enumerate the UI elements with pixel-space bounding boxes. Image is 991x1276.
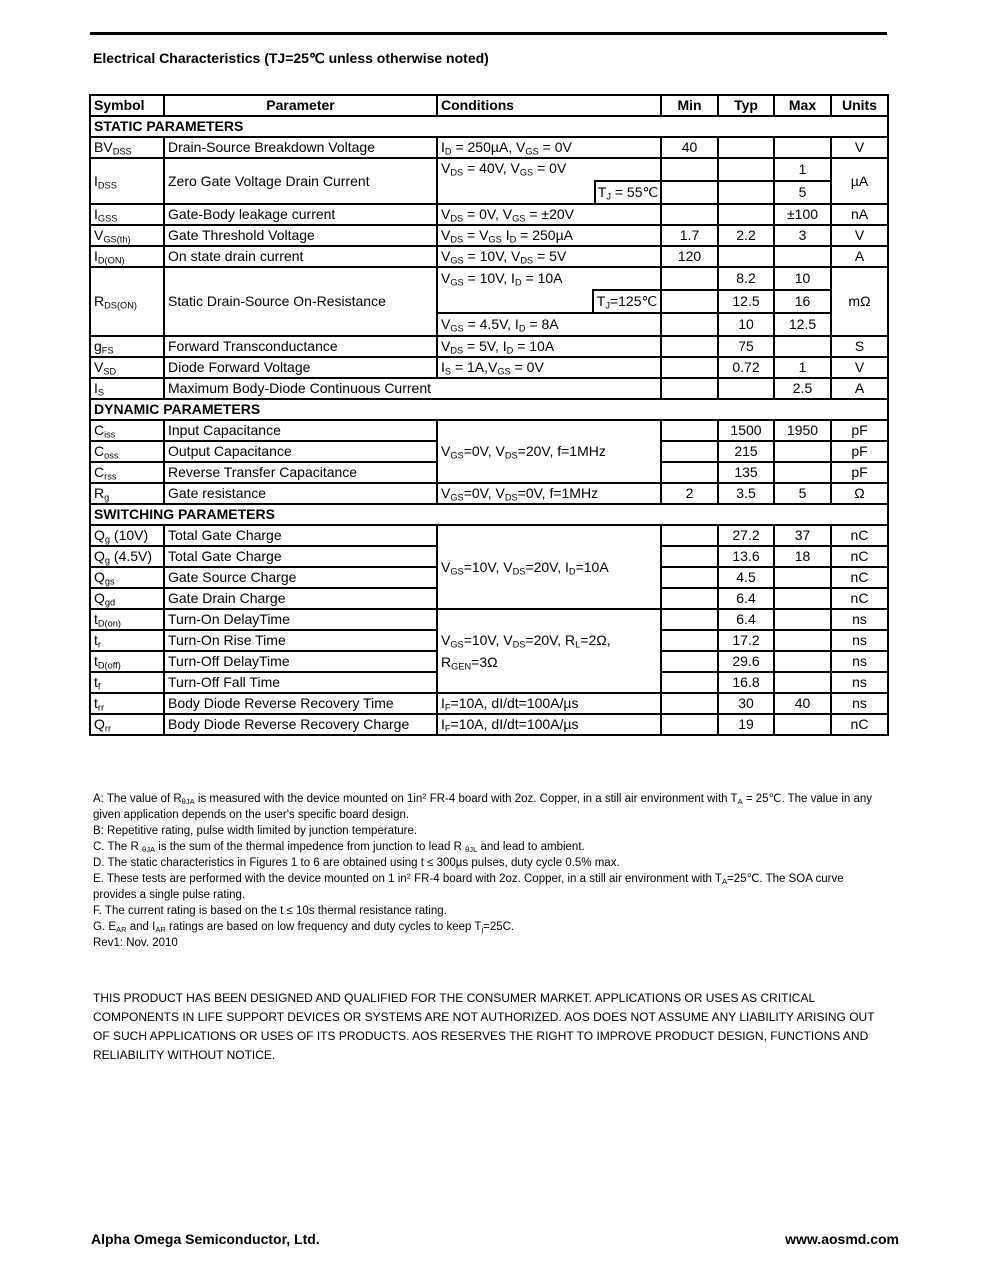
footnote: F. The current rating is based on the t ≤ 10s thermal resistance rating. bbox=[93, 905, 447, 917]
units-cell: nC bbox=[831, 546, 888, 567]
min-cell bbox=[661, 158, 718, 204]
top-rule bbox=[90, 32, 887, 35]
max-cell bbox=[774, 630, 831, 651]
min-cell bbox=[661, 378, 718, 399]
typ-cell: 3.5 bbox=[718, 483, 774, 504]
typ-cell: 16.8 bbox=[718, 672, 774, 693]
symbol-cell: $R_{DS(ON)}$ bbox=[90, 267, 164, 336]
section-label: STATIC PARAMETERS bbox=[90, 116, 888, 137]
parameter-cell: Total Gate Charge bbox=[164, 525, 437, 546]
parameter-cell: Diode Forward Voltage bbox=[164, 357, 437, 378]
col-header-units: Units bbox=[831, 95, 888, 116]
col-header-symbol: Symbol bbox=[90, 95, 164, 116]
section-row-dynamic bbox=[90, 399, 888, 420]
max-value: 10 bbox=[794, 270, 811, 286]
footnote: D. The static characteristics in Figures 1 to 6 are obtained using t ≤ 300µs pulses, duty cycle 0.5% max. bbox=[93, 857, 620, 869]
conditions-cell: $V_{GS}=0V$, $V_{DS}=20V$, f=1MHz bbox=[437, 420, 661, 483]
max-cell bbox=[774, 609, 831, 630]
conditions-text: $V_{DS} = 40V$, $V_{GS} = 0V$ bbox=[441, 160, 567, 178]
footer-website: www.aosmd.com bbox=[785, 1231, 899, 1247]
max-cell: ±100 bbox=[774, 204, 831, 225]
symbol-cell: $I_S$ bbox=[90, 378, 164, 399]
typ-cell: 0.72 bbox=[718, 357, 774, 378]
min-cell bbox=[661, 525, 718, 546]
max-cell bbox=[774, 588, 831, 609]
parameter-cell: Maximum Body-Diode Continuous Current bbox=[164, 378, 661, 399]
max-cell bbox=[774, 158, 831, 204]
max-cell bbox=[774, 267, 831, 336]
typ-cell: 2.2 bbox=[718, 225, 774, 246]
conditions-cell: $I_S = 1A,V_{GS} = 0V$ bbox=[437, 357, 661, 378]
conditions-cell: $I_D = 250\mu A$, $V_{GS} = 0V$ bbox=[437, 137, 661, 158]
parameter-cell: Input Capacitance bbox=[164, 420, 437, 441]
temperature-condition: $T_J$ = 55℃ bbox=[594, 180, 660, 203]
min-cell bbox=[661, 267, 718, 336]
typ-value: 12.5 bbox=[719, 289, 773, 312]
conditions-cell bbox=[437, 158, 661, 204]
units-cell: nA bbox=[831, 204, 888, 225]
symbol-cell: $C_{rss}$ bbox=[90, 462, 164, 483]
typ-cell bbox=[718, 267, 774, 336]
typ-cell: 19 bbox=[718, 714, 774, 735]
units-cell: nC bbox=[831, 714, 888, 735]
col-header-conditions: Conditions bbox=[437, 95, 661, 116]
symbol-cell: $Q_g$ (4.5V) bbox=[90, 546, 164, 567]
symbol-cell: $BV_{DSS}$ bbox=[90, 137, 164, 158]
units-cell: pF bbox=[831, 420, 888, 441]
typ-cell: 75 bbox=[718, 336, 774, 357]
electrical-characteristics-table bbox=[89, 94, 889, 736]
table-row bbox=[90, 483, 888, 504]
symbol-cell: $Q_{gd}$ bbox=[90, 588, 164, 609]
symbol-cell: $t_{D(off)}$ bbox=[90, 651, 164, 672]
conditions-cell bbox=[437, 267, 661, 336]
symbol-cell: $t_{D(on)}$ bbox=[90, 609, 164, 630]
parameter-cell: Body Diode Reverse Recovery Charge bbox=[164, 714, 437, 735]
typ-cell: 6.4 bbox=[718, 609, 774, 630]
max-cell bbox=[774, 462, 831, 483]
conditions-cell: $I_F=10A$, dI/dt=100A/µs bbox=[437, 714, 661, 735]
temperature-condition: $T_J=125℃$ bbox=[592, 289, 660, 312]
max-cell: 5 bbox=[774, 483, 831, 504]
parameter-cell: Reverse Transfer Capacitance bbox=[164, 462, 437, 483]
units-cell: ns bbox=[831, 609, 888, 630]
typ-cell: 29.6 bbox=[718, 651, 774, 672]
symbol-cell: $C_{oss}$ bbox=[90, 441, 164, 462]
typ-value: 8.2 bbox=[736, 270, 756, 286]
parameter-cell: Body Diode Reverse Recovery Time bbox=[164, 693, 437, 714]
conditions-text: $V_{GS} = 10V$, $I_D = 10A$ bbox=[441, 270, 563, 288]
min-cell: 1.7 bbox=[661, 225, 718, 246]
max-cell bbox=[774, 672, 831, 693]
max-value: 16 bbox=[775, 289, 830, 312]
symbol-cell: $t_r$ bbox=[90, 630, 164, 651]
min-cell bbox=[661, 567, 718, 588]
table-row bbox=[90, 336, 888, 357]
parameter-cell: Forward Transconductance bbox=[164, 336, 437, 357]
parameter-cell: On state drain current bbox=[164, 246, 437, 267]
max-cell bbox=[774, 336, 831, 357]
units-cell: V bbox=[831, 137, 888, 158]
parameter-cell: Total Gate Charge bbox=[164, 546, 437, 567]
min-cell bbox=[661, 336, 718, 357]
typ-cell: 4.5 bbox=[718, 567, 774, 588]
min-cell bbox=[661, 441, 718, 462]
units-cell: pF bbox=[831, 441, 888, 462]
table-header-row bbox=[90, 95, 888, 116]
min-cell bbox=[661, 588, 718, 609]
footnote: C. The R $_{\theta JA}$ is the sum of the thermal impedence from junction to lead R $_{\theta JL}$ and lead to ambient. bbox=[93, 841, 585, 854]
footnote: A: The value of $R_{\theta JA}$ is measured with the device mounted on $1in^2$ FR-4 board with 2oz. Copper, in a still air environment with $T_A$ = 25℃. The value in any given application depends on the user's specific board design. bbox=[93, 791, 876, 821]
min-cell bbox=[661, 420, 718, 441]
conditions-cell: $V_{GS}=10V$, $V_{DS}=20V$, $R_L=2\Omega$, $R_{GEN}=3\Omega$ bbox=[437, 609, 661, 693]
section-label: DYNAMIC PARAMETERS bbox=[90, 399, 888, 420]
typ-cell: 30 bbox=[718, 693, 774, 714]
max-cell bbox=[774, 441, 831, 462]
typ-cell: 1500 bbox=[718, 420, 774, 441]
min-cell: 40 bbox=[661, 137, 718, 158]
col-header-min: Min bbox=[661, 95, 718, 116]
footnotes bbox=[93, 791, 883, 951]
max-value: 5 bbox=[775, 180, 830, 203]
symbol-cell: $t_f$ bbox=[90, 672, 164, 693]
symbol-cell: $R_g$ bbox=[90, 483, 164, 504]
parameter-cell: Gate-Body leakage current bbox=[164, 204, 437, 225]
parameter-cell: Zero Gate Voltage Drain Current bbox=[164, 158, 437, 204]
max-cell bbox=[774, 567, 831, 588]
max-cell: 3 bbox=[774, 225, 831, 246]
symbol-cell: $Q_{rr}$ bbox=[90, 714, 164, 735]
conditions-cell: $V_{GS}=10V$, $V_{DS}=20V$, $I_D=10A$ bbox=[437, 525, 661, 609]
typ-cell bbox=[718, 158, 774, 204]
table-row bbox=[90, 420, 888, 441]
parameter-cell: Turn-Off DelayTime bbox=[164, 651, 437, 672]
disclaimer: THIS PRODUCT HAS BEEN DESIGNED AND QUALIFIED FOR THE CONSUMER MARKET. APPLICATIONS OR USES AS CRITICAL COMPONENTS IN LIFE SUPPORT DEVICES OR SYSTEMS ARE NOT AUTHORIZED. AOS DOES NOT ASSUME ANY LIABILITY ARISING OUT OF SUCH APPLICATIONS OR USES OF ITS PRODUCTS. AOS RESERVES THE RIGHT TO IMPROVE PRODUCT DESIGN, FUNCTIONS AND RELIABILITY WITHOUT NOTICE. bbox=[93, 991, 875, 1062]
typ-cell bbox=[718, 137, 774, 158]
symbol-cell: $t_{rr}$ bbox=[90, 693, 164, 714]
min-cell bbox=[661, 204, 718, 225]
footer-company: Alpha Omega Semiconductor, Ltd. bbox=[91, 1231, 320, 1247]
units-cell: Ω bbox=[831, 483, 888, 504]
max-cell: 40 bbox=[774, 693, 831, 714]
max-cell: 2.5 bbox=[774, 378, 831, 399]
min-cell bbox=[661, 462, 718, 483]
units-cell: nC bbox=[831, 525, 888, 546]
symbol-cell: $V_{GS(th)}$ bbox=[90, 225, 164, 246]
col-header-typ: Typ bbox=[718, 95, 774, 116]
parameter-cell: Gate Threshold Voltage bbox=[164, 225, 437, 246]
section-title-text: Electrical Characteristics (TJ=25℃ unless otherwise noted) bbox=[93, 50, 489, 66]
min-cell bbox=[661, 693, 718, 714]
conditions-cell: $V_{DS} = 0V$, $V_{GS} = \pm 20V$ bbox=[437, 204, 661, 225]
conditions-text: $V_{GS} = 4.5V$, $I_D = 8A$ bbox=[438, 312, 660, 335]
conditions-cell: $V_{DS} = 5V$, $I_D = 10A$ bbox=[437, 336, 661, 357]
symbol-cell: $Q_g$ (10V) bbox=[90, 525, 164, 546]
symbol-cell: $V_{SD}$ bbox=[90, 357, 164, 378]
min-cell bbox=[661, 357, 718, 378]
typ-cell bbox=[718, 246, 774, 267]
units-cell: nC bbox=[831, 567, 888, 588]
units-cell: S bbox=[831, 336, 888, 357]
table-row bbox=[90, 525, 888, 546]
min-cell bbox=[661, 609, 718, 630]
units-cell: V bbox=[831, 357, 888, 378]
revision: Rev1: Nov. 2010 bbox=[93, 937, 178, 949]
symbol-cell: $g_{FS}$ bbox=[90, 336, 164, 357]
footnote: E. These tests are performed with the device mounted on 1 $in^2$ FR-4 board with 2oz. Copper, in a still air environment with $T_A=25℃$. The SOA curve provides a single pulse rating. bbox=[93, 871, 844, 901]
units-cell: mΩ bbox=[831, 267, 888, 336]
conditions-cell: $V_{GS}=0V$, $V_{DS}=0V$, f=1MHz bbox=[437, 483, 661, 504]
units-cell: pF bbox=[831, 462, 888, 483]
table-row bbox=[90, 609, 888, 630]
table-row bbox=[90, 246, 888, 267]
min-cell bbox=[661, 672, 718, 693]
parameter-cell: Static Drain-Source On-Resistance bbox=[164, 267, 437, 336]
units-cell: ns bbox=[831, 630, 888, 651]
units-cell: V bbox=[831, 225, 888, 246]
section-title bbox=[93, 50, 489, 67]
typ-cell: 27.2 bbox=[718, 525, 774, 546]
typ-cell bbox=[718, 378, 774, 399]
table-row bbox=[90, 267, 888, 336]
units-cell: µA bbox=[831, 158, 888, 204]
symbol-cell: $I_{D(ON)}$ bbox=[90, 246, 164, 267]
max-cell bbox=[774, 246, 831, 267]
col-header-max: Max bbox=[774, 95, 831, 116]
min-cell: 2 bbox=[661, 483, 718, 504]
units-cell: ns bbox=[831, 651, 888, 672]
typ-cell: 17.2 bbox=[718, 630, 774, 651]
min-cell bbox=[661, 630, 718, 651]
symbol-cell: $I_{DSS}$ bbox=[90, 158, 164, 204]
parameter-cell: Gate Drain Charge bbox=[164, 588, 437, 609]
table-row bbox=[90, 204, 888, 225]
max-value: 1 bbox=[798, 161, 807, 177]
typ-cell bbox=[718, 204, 774, 225]
section-row-switching bbox=[90, 504, 888, 525]
section-row-static bbox=[90, 116, 888, 137]
symbol-cell: $I_{GSS}$ bbox=[90, 204, 164, 225]
units-cell: ns bbox=[831, 693, 888, 714]
parameter-cell: Drain-Source Breakdown Voltage bbox=[164, 137, 437, 158]
units-cell: nC bbox=[831, 588, 888, 609]
max-cell bbox=[774, 137, 831, 158]
parameter-cell: Turn-On DelayTime bbox=[164, 609, 437, 630]
table-row bbox=[90, 137, 888, 158]
max-value: 12.5 bbox=[775, 312, 830, 335]
units-cell: A bbox=[831, 246, 888, 267]
max-cell: 1950 bbox=[774, 420, 831, 441]
parameter-cell: Gate resistance bbox=[164, 483, 437, 504]
min-cell: 120 bbox=[661, 246, 718, 267]
typ-value: 10 bbox=[719, 312, 773, 335]
parameter-cell: Output Capacitance bbox=[164, 441, 437, 462]
min-cell bbox=[661, 651, 718, 672]
table-row bbox=[90, 158, 888, 204]
conditions-cell: $V_{GS} = 10V$, $V_{DS} = 5V$ bbox=[437, 246, 661, 267]
footnote: B: Repetitive rating, pulse width limited by junction temperature. bbox=[93, 825, 418, 837]
max-cell: 1 bbox=[774, 357, 831, 378]
parameter-cell: Gate Source Charge bbox=[164, 567, 437, 588]
table-row bbox=[90, 378, 888, 399]
table-row bbox=[90, 693, 888, 714]
parameter-cell: Turn-On Rise Time bbox=[164, 630, 437, 651]
footnote: G. $E_{AR}$ and $I_{AR}$ ratings are based on low frequency and duty cycles to keep $T_j=25C$. bbox=[93, 921, 515, 934]
symbol-cell: $Q_{gs}$ bbox=[90, 567, 164, 588]
table-row bbox=[90, 225, 888, 246]
parameter-cell: Turn-Off Fall Time bbox=[164, 672, 437, 693]
min-cell bbox=[661, 714, 718, 735]
typ-cell: 135 bbox=[718, 462, 774, 483]
table-row bbox=[90, 357, 888, 378]
table-row bbox=[90, 714, 888, 735]
typ-cell: 215 bbox=[718, 441, 774, 462]
units-cell: A bbox=[831, 378, 888, 399]
max-cell bbox=[774, 651, 831, 672]
units-cell: ns bbox=[831, 672, 888, 693]
conditions-cell: $V_{DS} = V_{GS}$ $I_D = 250\mu A$ bbox=[437, 225, 661, 246]
typ-cell: 13.6 bbox=[718, 546, 774, 567]
col-header-parameter: Parameter bbox=[164, 95, 437, 116]
conditions-cell: $I_F=10A$, dI/dt=100A/µs bbox=[437, 693, 661, 714]
max-cell bbox=[774, 714, 831, 735]
section-label: SWITCHING PARAMETERS bbox=[90, 504, 888, 525]
typ-cell: 6.4 bbox=[718, 588, 774, 609]
max-cell: 37 bbox=[774, 525, 831, 546]
symbol-cell: $C_{iss}$ bbox=[90, 420, 164, 441]
min-cell bbox=[661, 546, 718, 567]
max-cell: 18 bbox=[774, 546, 831, 567]
